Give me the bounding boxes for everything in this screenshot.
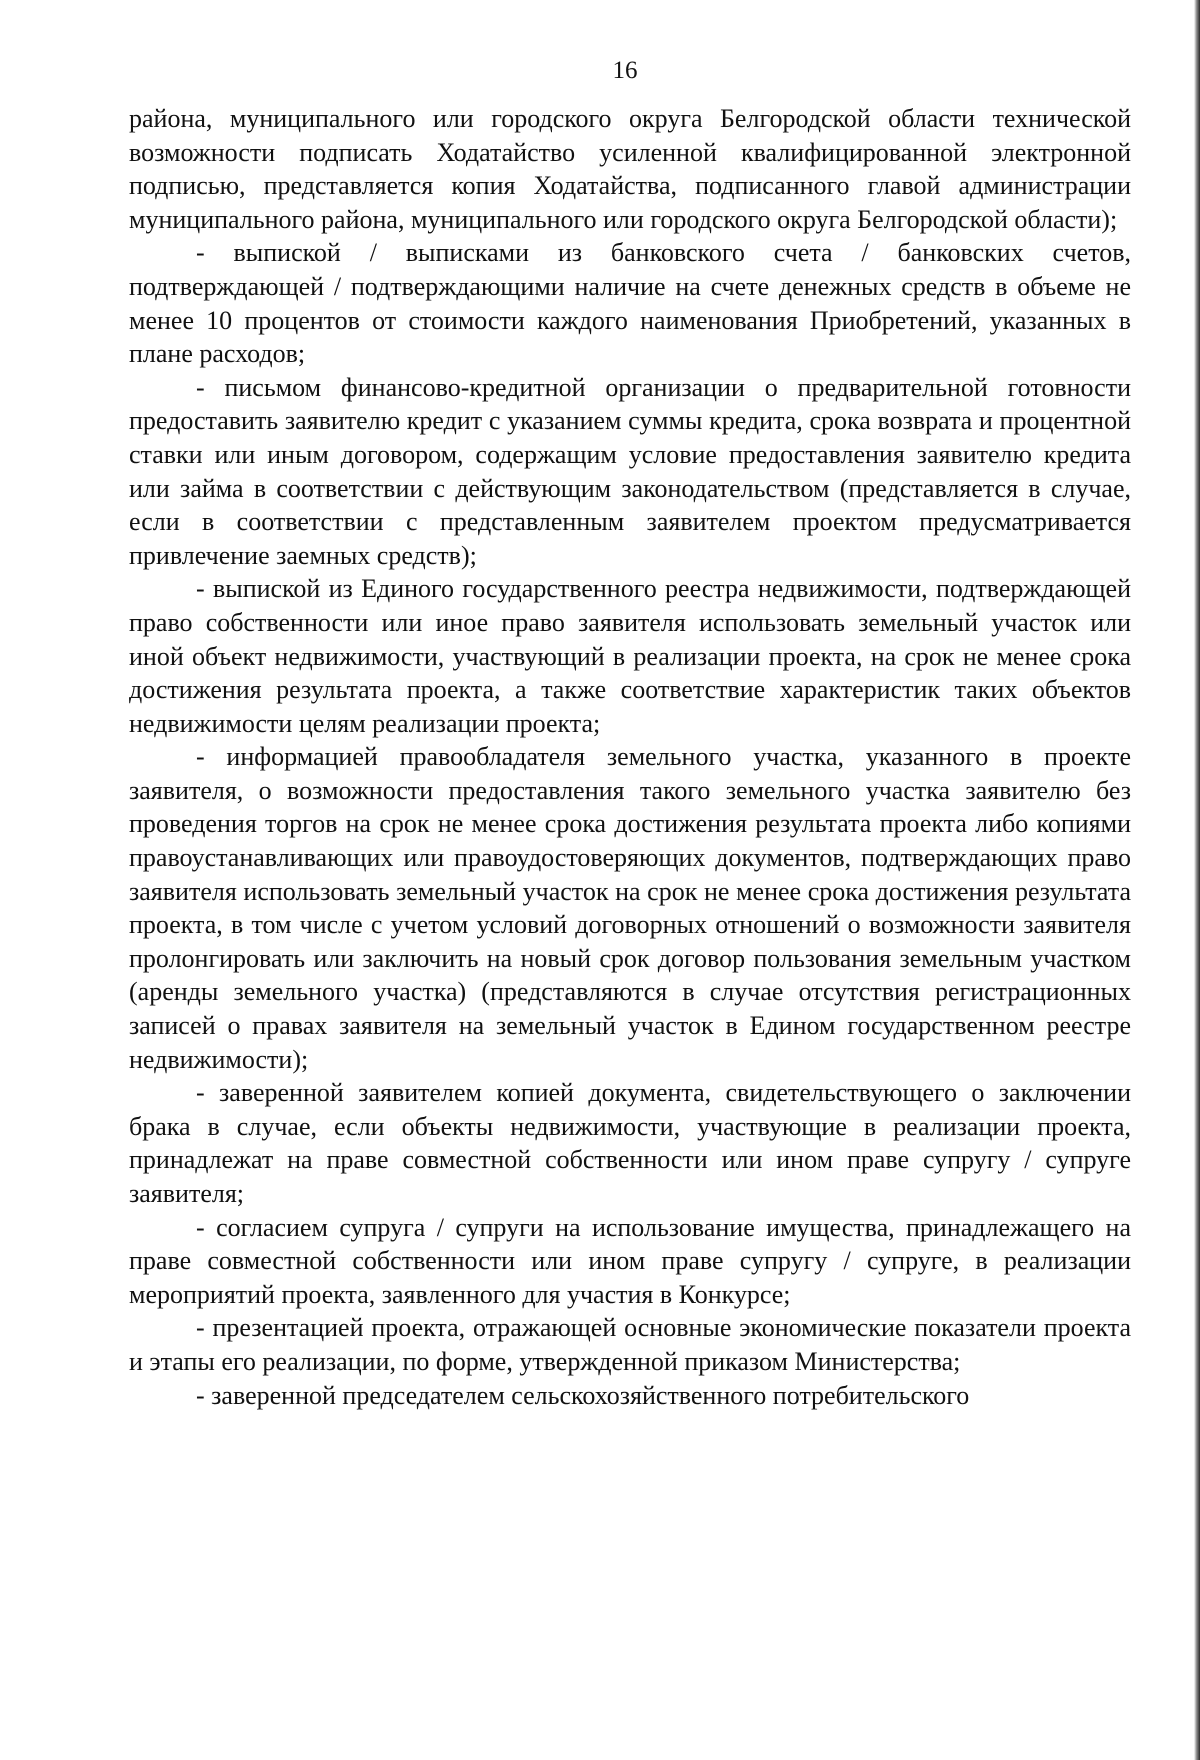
paragraph-cooperative-chairman: - заверенной председателем сельскохозяйственного потребительского: [196, 1380, 970, 1410]
page-number: 16: [612, 57, 638, 84]
paragraph-marriage-certificate: - заверенной заявителем копией документа, свидетельствующего о заключении брака в случае, если объекты недвижимости, участвующие в реализации проекта, принадлежат на праве совместной собственности или ином праве супругу / супруге заявителя;: [129, 1078, 1131, 1208]
scan-edge-shadow: [1194, 0, 1200, 1760]
paragraph-spouse-consent: - согласием супруга / супруги на использование имущества, принадлежащего на праве совместной собственности или ином праве супругу / супруге, в реализации мероприятий проекта, заявленного для участия в Конкурсе;: [129, 1212, 1131, 1309]
paragraph-property-registry: - выпиской из Единого государственного реестра недвижимости, подтверждающей право собственности или иное право заявителя использовать земельный участок или иной объект недвижимости, участвующий в реализации проекта, на срок не менее срока достижения результата проекта, а также соответствие характеристик таких объектов недвижимости целям реализации проекта;: [129, 574, 1131, 738]
paragraph-bank-statement: - выпиской / выписками из банковского счета / банковских счетов, подтверждающей / подтверждающими наличие на счете денежных средств в объеме не менее 10 процентов от стоимости каждого наименования Приобретений, указанных в плане расходов;: [129, 238, 1131, 369]
paragraph-continuation: района, муниципального или городского округа Белгородской области технической возможности подписать Ходатайство усиленной квалифицированной электронной подписью, представляется копия Ходатайства, подписанного главой администрации муниципального района, муниципального или городского округа Белгородской области);: [129, 104, 1131, 234]
paragraph-project-presentation: - презентацией проекта, отражающей основные экономические показатели проекта и этапы его реализации, по форме, утвержденной приказом Министерства;: [129, 1313, 1131, 1376]
paragraph-land-owner-info: - информацией правообладателя земельного участка, указанного в проекте заявителя, о возможности предоставления такого земельного участка заявителю без проведения торгов на срок не менее срока достижения результата проекта либо копиями правоустанавливающих или правоудостоверяющих документов, подтверждающих право заявителя использовать земельный участок на срок не менее срока достижения результата проекта, в том числе с учетом условий договорных отношений о возможности заявителя пролонгировать или заключить на новый срок договор пользования земельным участком (аренды земельного участка) (представляются в случае отсутствия регистрационных записей о правах заявителя на земельный участок в Едином государственном реестре недвижимости);: [129, 742, 1131, 1074]
paragraph-credit-letter: - письмом финансово-кредитной организации о предварительной готовности предоставить заявителю кредит с указанием суммы кредита, срока возврата и процентной ставки или иным договором, содержащим условие предоставления заявителю кредита или займа в соответствии с действующим законодательством (представляется в случае, если в соответствии с представленным заявителем проектом предусматривается привлечение заемных средств);: [129, 372, 1131, 570]
document-body: [129, 102, 1131, 1412]
